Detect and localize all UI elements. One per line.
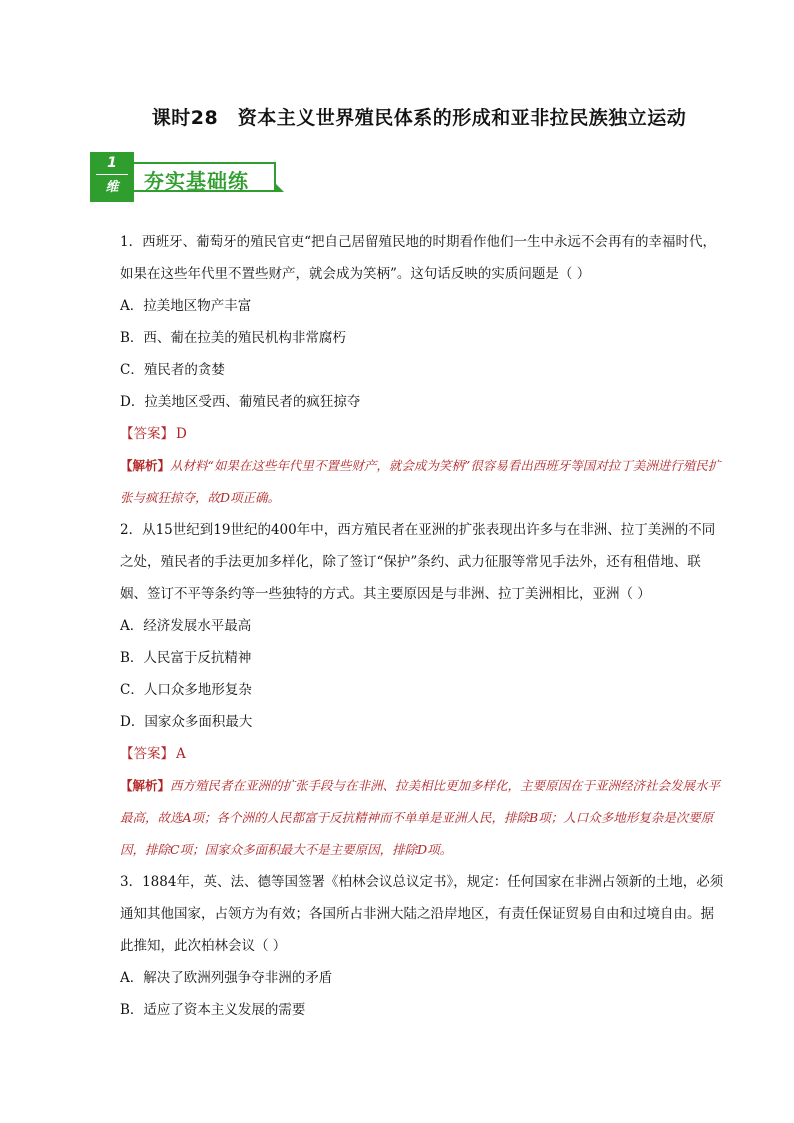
banner-corner-decoration bbox=[274, 182, 284, 192]
option-d: D．国家众多面积最大 bbox=[120, 714, 253, 730]
analysis-tag: 【解析】 bbox=[120, 778, 171, 793]
option-a: A．拉美地区物产丰富 bbox=[120, 298, 252, 314]
question-stem: 2．从15世纪到19世纪的400年中，西方殖民者在亚洲的扩张表现出许多与在非洲、拉丁美洲的不同之处，殖民者的手法更加多样化，除了签订“保护”条约、武力征服等常见手法外，还有租借地、联姻、签订不平等条约等一些独特的方式。其主要原因是与非洲、拉丁美洲相比，亚洲（ ） bbox=[120, 522, 716, 602]
option-d: D．拉美地区受西、葡殖民者的疯狂掠夺 bbox=[120, 394, 361, 410]
section-banner bbox=[90, 152, 286, 202]
analysis-line bbox=[100, 770, 724, 866]
question-2 bbox=[100, 514, 724, 866]
analysis-line bbox=[100, 450, 724, 514]
answer-value: D bbox=[176, 426, 187, 442]
banner-label-box bbox=[134, 162, 276, 192]
answer-value: A bbox=[176, 746, 186, 762]
question-stem: 3．1884年，英、法、德等国签署《柏林会议总议定书》，规定：任何国家在非洲占领新的土地，必须通知其他国家，占领方为有效；各国所占非洲大陆之沿岸地区，有责任保证贸易自由和过境自由。据此推知，此次柏林会议（ ） bbox=[120, 874, 724, 954]
answer-tag: 【答案】 bbox=[120, 426, 174, 442]
question-list bbox=[100, 226, 724, 1026]
option-b: B．西、葡在拉美的殖民机构非常腐朽 bbox=[120, 330, 346, 346]
option-b: B．人民富于反抗精神 bbox=[120, 650, 252, 666]
answer-line bbox=[100, 738, 724, 770]
analysis-tag: 【解析】 bbox=[120, 458, 171, 473]
banner-unit: 维 bbox=[105, 180, 119, 195]
banner-number: 1 bbox=[107, 155, 117, 171]
banner-label: 夯实基础练 bbox=[144, 169, 249, 193]
option-a: A．解决了欧洲列强争夺非洲的矛盾 bbox=[120, 970, 333, 986]
banner-badge bbox=[90, 152, 134, 202]
option-c: C．人口众多地形复杂 bbox=[120, 682, 252, 698]
question-1 bbox=[100, 226, 724, 514]
option-a: A．经济发展水平最高 bbox=[120, 618, 252, 634]
page-title: 课时28 资本主义世界殖民体系的形成和亚非拉民族独立运动 bbox=[151, 107, 687, 129]
option-c: C．殖民者的贪婪 bbox=[120, 362, 225, 378]
answer-tag: 【答案】 bbox=[120, 746, 174, 762]
option-b: B．适应了资本主义发展的需要 bbox=[120, 1002, 306, 1018]
question-3 bbox=[100, 866, 724, 1026]
analysis-text: 西方殖民者在亚洲的扩张手段与在非洲、拉美相比更加多样化，主要原因在于亚洲经济社会发展水平最高，故选A项；各个洲的人民都富于反抗精神而不单单是亚洲人民，排除B项；人口众多地形复杂是次要原因，排除C项；国家众多面积最大不是主要原因，排除D项。 bbox=[120, 778, 721, 857]
answer-line bbox=[100, 418, 724, 450]
question-stem: 1．西班牙、葡萄牙的殖民官吏“把自己居留殖民地的时期看作他们一生中永远不会再有的幸福时代，如果在这些年代里不置些财产，就会成为笑柄”。这句话反映的实质问题是（ ） bbox=[120, 234, 716, 282]
analysis-text: 从材料“如果在这些年代里不置些财产，就会成为笑柄”很容易看出西班牙等国对拉丁美洲进行殖民扩张与疯狂掠夺，故D项正确。 bbox=[120, 458, 721, 505]
